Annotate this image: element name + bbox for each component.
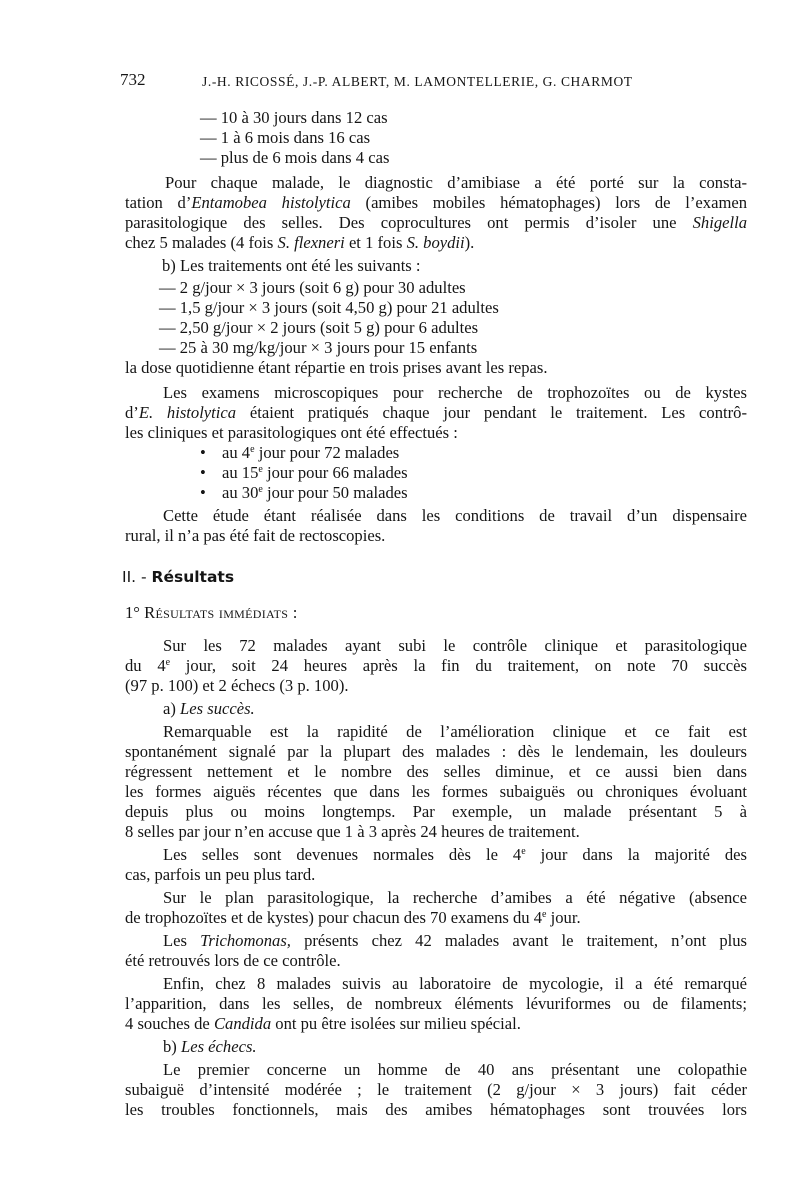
failure-line: subaiguë d’intensité modérée ; le traitement (2 g/jour × 3 jours) fait céder — [125, 1080, 747, 1099]
parasito-line: de trophozoïtes et de kystes) pour chacun des 70 examens du 4e jour. — [125, 908, 581, 927]
diagnostic-line: Pour chaque malade, le diagnostic d’amibiase a été porté sur la consta- — [165, 173, 747, 192]
study-line: Cette étude étant réalisée dans les conditions de travail d’un dispensaire — [163, 506, 747, 525]
remarkable-line: 8 selles par jour n’en accuse que 1 à 3 après 24 heures de traitement. — [125, 822, 580, 841]
exams-line: les cliniques et parasitologiques ont été effectués : — [125, 423, 458, 442]
stools-line: cas, parfois un peu plus tard. — [125, 865, 316, 884]
page-number: 732 — [120, 70, 146, 89]
diagnostic-line: parasitologique des selles. Des coprocultures ont permis d’isoler une Shigella — [125, 213, 747, 232]
study-line: rural, il n’a pas été fait de rectoscopies. — [125, 526, 386, 545]
tricho-line: été retrouvés lors de ce contrôle. — [125, 951, 341, 970]
running-head: J.-H. RICOSSÉ, J.-P. ALBERT, M. LAMONTELLERIE, G. CHARMOT — [202, 74, 633, 89]
exams-line: Les examens microscopiques pour recherche de trophozoïtes ou de kystes — [163, 383, 747, 402]
section-heading: II. - Résultats — [122, 568, 235, 586]
mycology-line: 4 souches de Candida ont pu être isolées sur milieu spécial. — [125, 1014, 521, 1033]
failure-line: Le premier concerne un homme de 40 ans présentant une colopathie — [163, 1060, 747, 1079]
tricho-line: Les Trichomonas, présents chez 42 malades avant le traitement, n’ont plus — [163, 931, 748, 950]
results-line: Sur les 72 malades ayant subi le contrôle clinique et parasitologique — [163, 636, 747, 655]
control-item: • au 4e jour pour 72 malades — [200, 443, 400, 462]
diagnostic-line: chez 5 malades (4 fois S. flexneri et 1 fois S. boydii). — [125, 233, 475, 252]
success-heading: a) Les succès. — [163, 699, 255, 718]
subsection-heading: 1° Résultats immédiats : — [125, 603, 298, 622]
treatments-intro: b) Les traitements ont été les suivants : — [162, 256, 421, 275]
dose-line: la dose quotidienne étant répartie en trois prises avant les repas. — [125, 358, 548, 377]
duration-item: — 1 à 6 mois dans 16 cas — [200, 128, 371, 147]
remarkable-line: Remarquable est la rapidité de l’amélioration clinique et ce fait est — [163, 722, 747, 741]
duration-item: — plus de 6 mois dans 4 cas — [200, 148, 390, 167]
stools-line: Les selles sont devenues normales dès le 4e jour dans la majorité des — [163, 845, 748, 864]
treatment-item: — 1,5 g/jour × 3 jours (soit 4,50 g) pour 21 adultes — [159, 298, 499, 317]
duration-item: — 10 à 30 jours dans 12 cas — [200, 108, 388, 127]
control-item: • au 15e jour pour 66 malades — [200, 463, 408, 482]
mycology-line: Enfin, chez 8 malades suivis au laboratoire de mycologie, il a été remarqué — [163, 974, 747, 993]
results-line: (97 p. 100) et 2 échecs (3 p. 100). — [125, 676, 349, 695]
exams-line: d’E. histolytica étaient pratiqués chaque jour pendant le traitement. Les contrô- — [125, 403, 747, 422]
failure-heading: b) Les échecs. — [163, 1037, 257, 1056]
treatment-item: — 2 g/jour × 3 jours (soit 6 g) pour 30 adultes — [159, 278, 466, 297]
treatment-item: — 25 à 30 mg/kg/jour × 3 jours pour 15 enfants — [159, 338, 478, 357]
control-item: • au 30e jour pour 50 malades — [200, 483, 408, 502]
remarkable-line: depuis plus ou moins longtemps. Par exemple, un malade présentant 5 à — [125, 802, 747, 821]
diagnostic-line: tation d’Entamobea histolytica (amibes mobiles hématophages) lors de l’examen — [125, 193, 748, 212]
results-line: du 4e jour, soit 24 heures après la fin du traitement, on note 70 succès — [125, 656, 747, 675]
remarkable-line: les formes aiguës récentes que dans les formes subaiguës ou chroniques évoluant — [125, 782, 747, 801]
treatment-item: — 2,50 g/jour × 2 jours (soit 5 g) pour 6 adultes — [159, 318, 479, 337]
remarkable-line: régressent nettement et le nombre des selles diminue, et ce aussi bien dans — [125, 762, 747, 781]
remarkable-line: spontanément signalé par la plupart des malades : dès le lendemain, les douleurs — [125, 742, 747, 761]
parasito-line: Sur le plan parasitologique, la recherche d’amibes a été négative (absence — [163, 888, 747, 907]
mycology-line: l’apparition, dans les selles, de nombreux éléments lévuriformes ou de filaments; — [125, 994, 747, 1013]
failure-line: les troubles fonctionnels, mais des amibes hématophages sont trouvées lors — [125, 1100, 747, 1119]
